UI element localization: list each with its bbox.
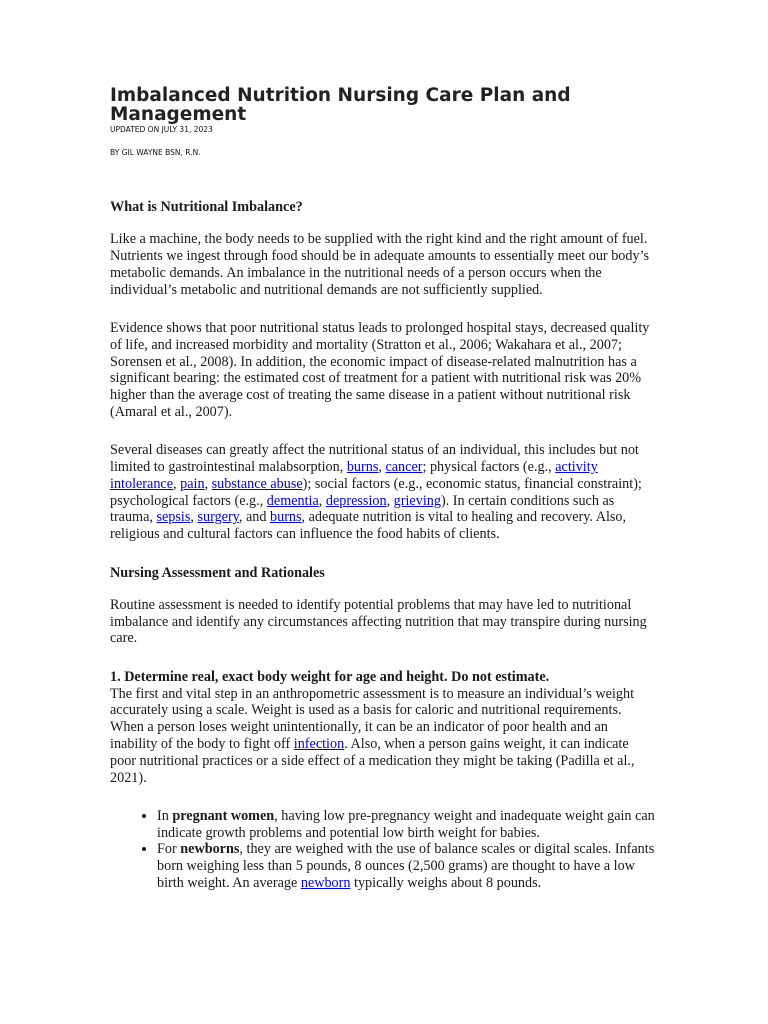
text-span: , [378, 459, 386, 476]
link-cancer[interactable]: cancer [385, 459, 423, 476]
section-heading-nursing-assessment: Nursing Assessment and Rationales [110, 564, 325, 581]
text-span: ; physical factors (e.g., [422, 459, 556, 476]
assessment-item-1-body [110, 686, 658, 787]
text-span: , adequate nutrition is vital to healing and recovery. Also, religious and cultural factors can influence the food habits of clients. [110, 509, 627, 543]
link-pain[interactable]: pain [180, 475, 205, 492]
bold-term: newborns [180, 841, 240, 858]
article [110, 86, 658, 892]
text-span: . Also, when a person gains weight, it can indicate poor nutritional practices or a side effect of a medication they might be taking (Padilla et al., 2021). [110, 735, 635, 786]
assessment-item-1-title: 1. Determine real, exact body weight for age and height. Do not estimate. [110, 668, 550, 685]
bullet-list [110, 808, 658, 892]
list-item-newborns [157, 841, 658, 891]
link-surgery[interactable]: surgery [197, 509, 239, 526]
list-item-pregnant-women [157, 808, 658, 842]
paragraph-evidence: Evidence shows that poor nutritional status leads to prolonged hospital stays, decreased quality of life, and increased morbidity and mortality (Stratton et al., 2006; Wakahara et al., 2007; Sorensen et al., 2008). In addition, the economic impact of disease-related malnutrition has a significant bearing: the estimated cost of treatment for a patient with nutritional risk was 20% higher than the average cost of treating the same disease in a patient without nutritional risk (Amaral et al., 2007). [110, 319, 650, 420]
text-span: , they are weighed with the use of balance scales or digital scales. Infants born weighing less than 5 pounds, 8 ounces (2,500 grams) are thought to have a low birth weight. An average [157, 841, 655, 891]
link-grieving[interactable]: grieving [393, 492, 441, 509]
link-newborn[interactable]: newborn [300, 875, 351, 891]
text-span: , [190, 509, 198, 526]
link-burns[interactable]: burns [346, 459, 379, 476]
text-span: typically weighs about 8 pounds. [350, 875, 542, 891]
link-sepsis[interactable]: sepsis [156, 509, 191, 526]
text-span: , [204, 475, 212, 492]
text-span: For [157, 841, 181, 858]
paragraph-routine-assessment: Routine assessment is needed to identify potential problems that may have led to nutritional imbalance and identify any circumstances affecting nutrition that may transpire during nursing care. [110, 596, 647, 647]
text-span: , [386, 492, 394, 509]
bold-term: pregnant women [172, 807, 275, 824]
text-span: In [157, 807, 173, 824]
link-infection[interactable]: infection [293, 735, 345, 752]
link-activity-intolerance[interactable]: activity intolerance [110, 459, 598, 492]
link-burns-2[interactable]: burns [270, 509, 302, 526]
paragraph-machine-analogy: Like a machine, the body needs to be supplied with the right kind and the right amount of fuel. Nutrients we ingest through food should be in adequate amounts to essentially meet our body’s metabolic demands. An imbalance in the nutritional needs of a person occurs when the individual’s metabolic and nutritional demands are not sufficiently supplied. [110, 231, 650, 298]
page-title: Imbalanced Nutrition Nursing Care Plan and Management [110, 85, 571, 125]
text-span: ). In certain conditions such as trauma, [110, 492, 615, 526]
link-depression[interactable]: depression [325, 492, 387, 509]
section-heading-nutritional-imbalance: What is Nutritional Imbalance? [110, 199, 303, 215]
assessment-item-1-heading [110, 669, 658, 686]
text-span: , and [238, 509, 270, 526]
text-span: ); social factors (e.g., economic status, financial constraint); psychological factors (e.g., [110, 475, 642, 509]
text-span: , [318, 492, 326, 509]
text-span: , [173, 475, 181, 492]
link-dementia[interactable]: dementia [266, 492, 319, 509]
author-byline: BY GIL WAYNE BSN, R.N. [110, 148, 201, 157]
text-span: Several diseases can greatly affect the nutritional status of an individual, this includes but not limited to gastrointestinal malabsorption, [110, 442, 639, 476]
text-span: , having low pre-pregnancy weight and inadequate weight gain can indicate growth problems and potential low birth weight for babies. [157, 807, 655, 841]
paragraph-diseases [110, 442, 658, 543]
link-substance-abuse[interactable]: substance abuse [211, 475, 303, 492]
text-span: The first and vital step in an anthropometric assessment is to measure an individual’s weight accurately using a scale. Weight is used as a basis for caloric and nutritional requirements. When a person loses weight unintentionally, it can be an indicator of poor health and an inability of the body to fight off [110, 685, 635, 752]
updated-date: UPDATED ON JULY 31, 2023 [110, 125, 213, 134]
